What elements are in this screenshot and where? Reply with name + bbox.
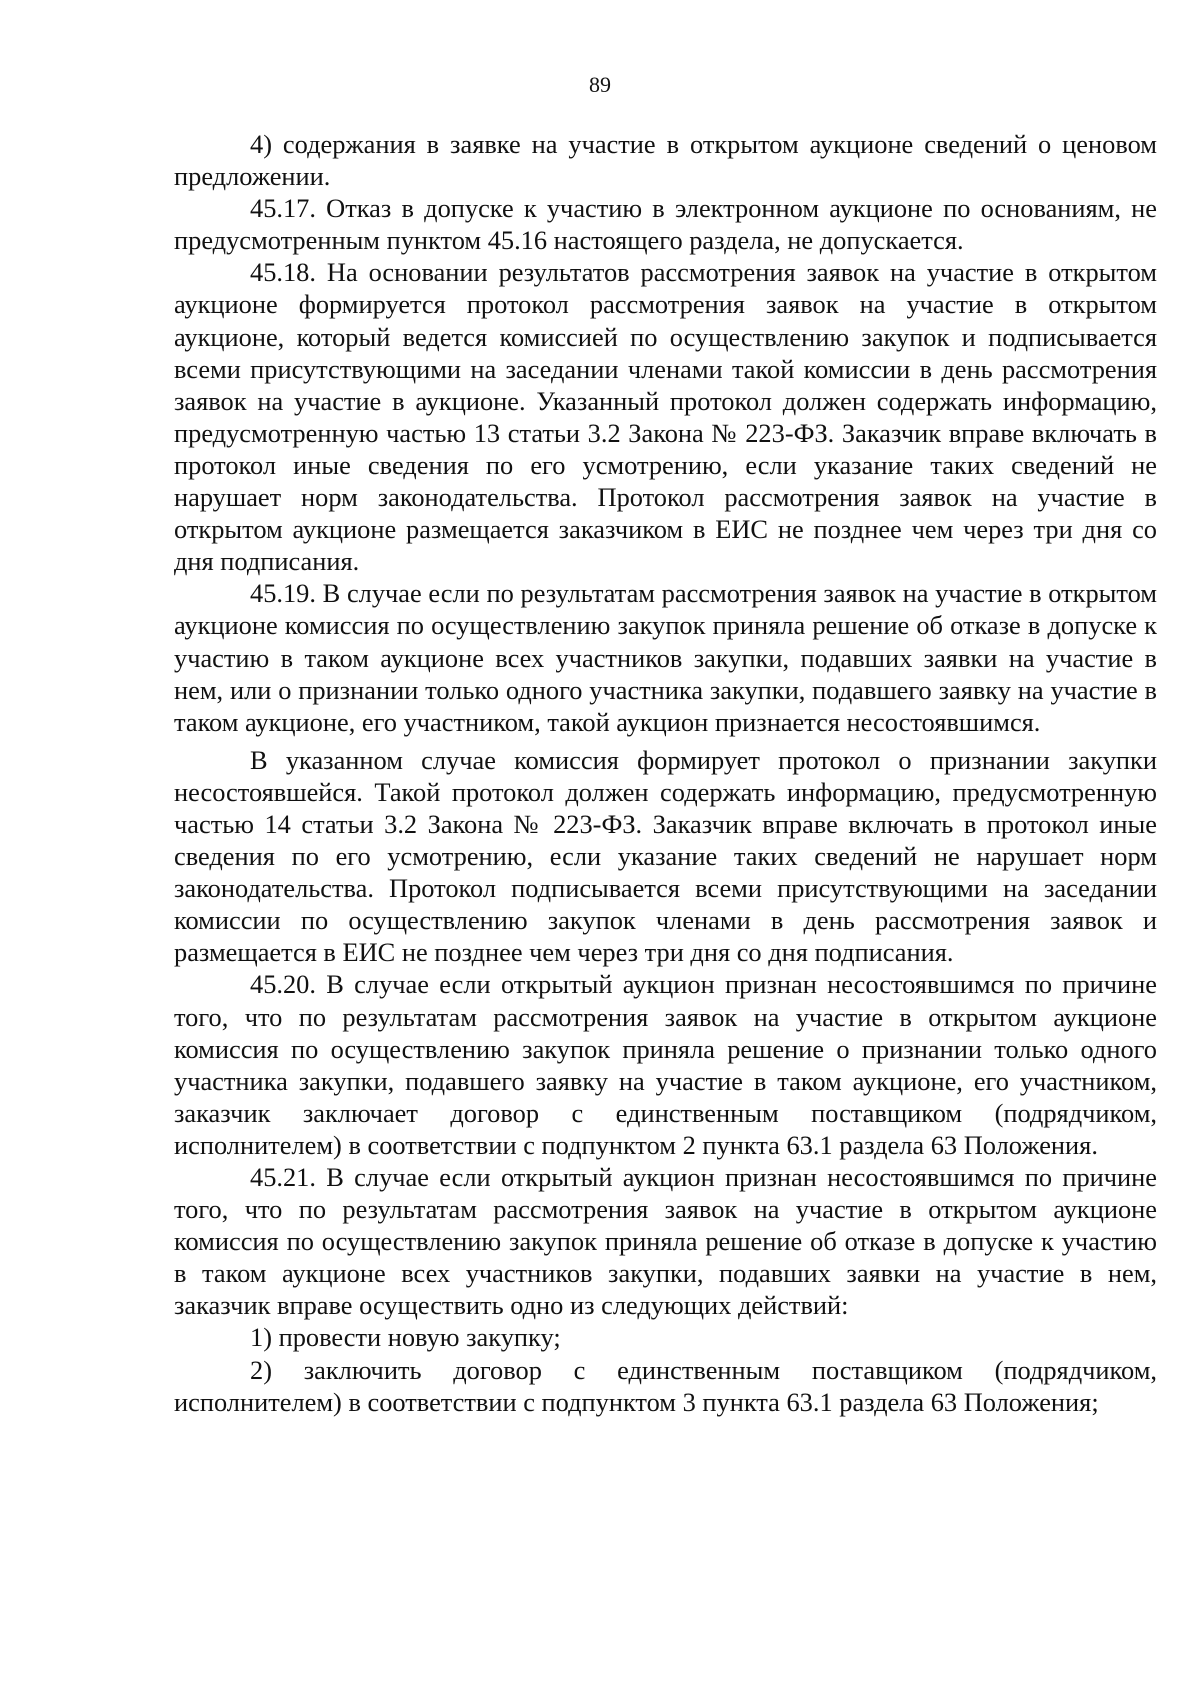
- paragraph-item-4: 4) содержания в заявке на участие в открытом аукционе сведений о ценовом предложении.: [174, 129, 1157, 192]
- list-item-1: 1) провести новую закупку;: [250, 1322, 561, 1353]
- list-item-2: 2) заключить договор с единственным поставщиком (подрядчиком, исполнителем) в соответствии с подпунктом 3 пункта 63.1 раздела 63 Положения;: [174, 1354, 1157, 1417]
- paragraph-45-18: 45.18. На основании результатов рассмотрения заявок на участие в открытом аукционе формируется протокол рассмотрения заявок на участие в открытом аукционе, который ведется комиссией по осуществлению закупок и подписывается всеми присутствующими на заседании членами такой комиссии в день рассмотрения заявок на участие в аукционе. Указанный протокол должен содержать информацию, предусмотренную частью 13 статьи 3.2 Закона № 223-ФЗ. Заказчик вправе включать в протокол иные сведения по его усмотрению, если указание таких сведений не нарушает норм законодательства. Протокол рассмотрения заявок на участие в открытом аукционе размещается заказчиком в ЕИС не позднее чем через три дня со дня подписания.: [174, 257, 1157, 577]
- paragraph-45-19: 45.19. В случае если по результатам рассмотрения заявок на участие в открытом аукционе комиссия по осуществлению закупок приняла решение об отказе в допуске к участию в таком аукционе всех участников закупки, подавших заявки на участие в нем, или о признании только одного участника закупки, подавшего заявку на участие в таком аукционе, его участником, такой аукцион признается несостоявшимся.: [174, 578, 1157, 737]
- paragraph-45-17: 45.17. Отказ в допуске к участию в электронном аукционе по основаниям, не предусмотренным пунктом 45.16 настоящего раздела, не допускается.: [174, 193, 1157, 256]
- paragraph-45-20: 45.20. В случае если открытый аукцион признан несостоявшимся по причине того, что по результатам рассмотрения заявок на участие в открытом аукционе комиссия по осуществлению закупок приняла решение о признании только одного участника закупки, подавшего заявку на участие в таком аукционе, его участником, заказчик заключает договор с единственным поставщиком (подрядчиком, исполнителем) в соответствии с подпунктом 2 пункта 63.1 раздела 63 Положения.: [174, 969, 1157, 1160]
- paragraph-45-19-continuation: В указанном случае комиссия формирует протокол о признании закупки несостоявшейся. Такой протокол должен содержать информацию, предусмотренную частью 14 статьи 3.2 Закона № 223-ФЗ. Заказчик вправе включать в протокол иные сведения по его усмотрению, если указание таких сведений не нарушает норм законодательства. Протокол подписывается всеми присутствующими на заседании комиссии по осуществлению закупок членами в день рассмотрения заявок и размещается в ЕИС не позднее чем через три дня со дня подписания.: [174, 744, 1157, 968]
- paragraph-45-21: 45.21. В случае если открытый аукцион признан несостоявшимся по причине того, что по результатам рассмотрения заявок на участие в открытом аукционе комиссия по осуществлению закупок приняла решение об отказе в допуске к участию в таком аукционе всех участников закупки, подавших заявки на участие в нем, заказчик вправе осуществить одно из следующих действий:: [174, 1162, 1157, 1321]
- document-body: [174, 128, 1157, 1418]
- page-number: 89: [589, 72, 611, 97]
